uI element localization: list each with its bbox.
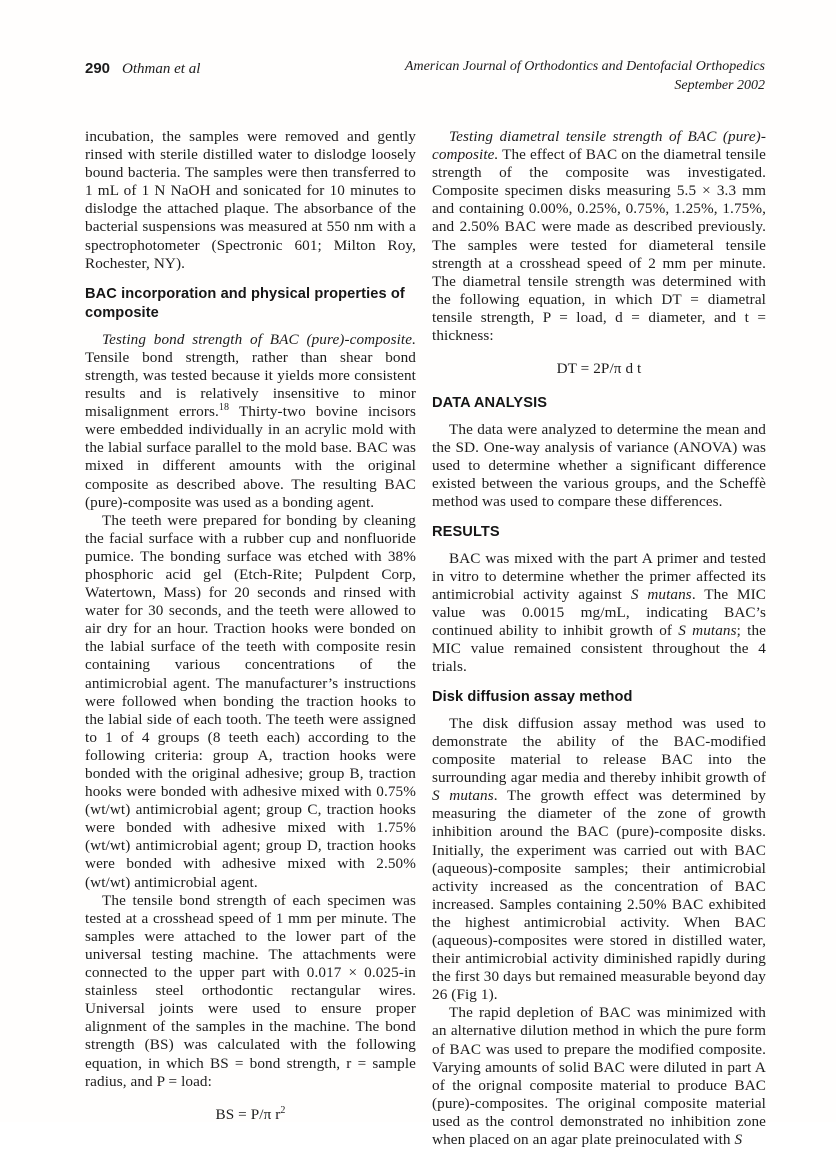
italic-run: S mutans	[630, 585, 692, 603]
paragraph	[432, 1004, 766, 1149]
paragraph	[432, 128, 766, 345]
journal-issue-date: September 2002	[674, 78, 765, 93]
text-run: Thirty-two bovine incisors were embedded individually in an acrylic mold with the labial surface parallel to the mold base. BAC was mixed in different amounts with the original composite as described above. The resulting BAC (pure)-composite was used as a bonding agent.	[85, 403, 416, 511]
section-heading: Disk diffusion assay method	[432, 689, 633, 706]
text-run: ; the MIC value remained consistent throughout the 4 trials.	[432, 622, 766, 676]
running-head-right	[405, 57, 765, 95]
paragraph	[85, 892, 416, 1091]
equation	[85, 1106, 416, 1124]
italic-run: S mutans	[678, 622, 737, 640]
running-head-left	[85, 60, 200, 78]
section-heading: RESULTS	[432, 524, 500, 541]
text-run: The effect of BAC on the diametral tensile strength of the composite was investigated. Composite specimen disks measuring 5.5 × 3.3 mm and containing 0.00%, 0.25%, 0.75%, 1.25%, 1.75%, and 2.50% BAC were made as described previously. The samples were tested for diameteral tensile strength at a crosshead speed of 2 mm per minute. The diametral tensile strength was determined with the following equation, in which DT = diametral tensile strength, P = load, d = diameter, and t = thickness:	[432, 146, 766, 345]
text-run: The disk diffusion assay method was used to demonstrate the ability of the BAC-modified composite material to release BAC into the surrounding agar media and thereby inhibit growth of	[432, 714, 766, 787]
left-column	[85, 128, 416, 1140]
paragraph	[85, 512, 416, 892]
text-run: The data were analyzed to determine the mean and the SD. One-way analysis of variance (ANOVA) was used to determine whether a significant difference existed between the various groups, and the Scheffè method was used to compare these differences.	[432, 420, 766, 511]
text-run: Tensile bond strength, rather than shear bond strength, was tested because it yields more consistent results and is relatively insensitive to minor misalignment errors.	[85, 348, 416, 421]
text-run: BAC was mixed with the part A primer and tested in vitro to determine whether the primer affected its antimicrobial activity against	[432, 549, 766, 603]
paragraph	[432, 550, 766, 677]
text-run: The teeth were prepared for bonding by cleaning the facial surface with a rubber cup and nonfluoride pumice. The bonding surface was etched with 38% phosphoric acid gel (Etch-Rite; Pulpdent Corp, Watertown, Mass) for 20 seconds and rinsed with water for 30 seconds, and the teeth were allowed to air dry for an hour. Traction hooks were bonded on the labial surface of the teeth with composite resin containing various concentrations of the antimicrobial agent. The manufacturer’s instructions were followed when bonding the traction hooks to the labial side of each tooth. The teeth were assigned to 1 of 4 groups (8 teeth each) according to the following criteria: group A, traction hooks were bonded with the original adhesive; group B, traction hooks were bonded with adhesive mixed with 0.75% (wt/wt) antimicrobial agent; group C, traction hooks were bonded with adhesive mixed with 1.75% (wt/wt) antimicrobial agent; group D, traction hooks were bonded with adhesive mixed with 2.50% (wt/wt) antimicrobial agent.	[85, 511, 416, 891]
text-run: . The growth effect was determined by measuring the diameter of the zone of growth inhibition around the BAC (pure)-composite disks. Initially, the experiment was carried out with BAC (aqueous)-composite samples; their antimicrobial activity increased as the concentration of BAC increased. Samples containing 2.50% BAC exhibited the highest antimicrobial activity. When BAC (aqueous)-composites were stored in distilled water, their antimicrobial activity diminished rapidly during the first 30 days but remained measurable beyond day 26 (Fig 1).	[432, 787, 767, 1004]
page-number: 290	[85, 60, 111, 77]
italic-run: S mutans	[432, 787, 494, 805]
running-authors: Othman et al	[122, 61, 201, 77]
text-run: The tensile bond strength of each specimen was tested at a crosshead speed of 1 mm per minute. The samples were attached to the lower part of the universal testing machine. The attachments were connected to the upper part with 0.017 × 0.025-in stainless steel orthodontic rectangular wires. Universal joints were used to ensure proper alignment of the samples in the machine. The bond strength (BS) was calculated with the following equation, in which BS = bond strength, r = sample radius, and P = load:	[85, 891, 416, 1090]
paragraph	[432, 715, 766, 1005]
right-column	[432, 128, 766, 1149]
section-heading: DATA ANALYSIS	[432, 395, 548, 412]
paragraph	[432, 421, 766, 511]
journal-title: American Journal of Orthodontics and Dentofacial Orthopedics	[404, 59, 765, 74]
italic-run: S	[734, 1131, 743, 1148]
superscript: 2	[280, 1104, 286, 1116]
italic-run: Testing bond strength of BAC (pure)-composite.	[102, 330, 416, 348]
paragraph	[85, 128, 416, 273]
section-heading: BAC incorporation and physical properties of composite	[85, 285, 405, 322]
equation	[432, 360, 766, 378]
italic-run: Testing diametral tensile strength of BAC (pure)-composite.	[432, 128, 766, 164]
text-run: DT = 2P/π d t	[556, 360, 642, 378]
superscript: 18	[218, 402, 230, 414]
text-run: incubation, the samples were removed and gently rinsed with sterile distilled water to dislodge loosely bound bacteria. The samples were then transferred to 1 mL of 1 N NaOH and sonicated for 10 minutes to dislodge the attached plaque. The absorbance of the bacterial suspensions was measured at 550 nm with a spectrophotometer (Spectronic 601; Milton Roy, Rochester, NY).	[85, 128, 416, 272]
text-run: . The MIC value was 0.0015 mg/mL, indicating BAC’s continued ability to inhibit growth of	[432, 585, 766, 640]
text-run: The rapid depletion of BAC was minimized with an alternative dilution method in which the pure form of BAC was used to prepare the modified composite. Varying amounts of solid BAC were diluted in part A of the orignal composite material to produce BAC (pure)-composites. The original composite material used as the control demonstrated no inhibition zone when placed on an agar plate preinoculated with	[432, 1004, 766, 1148]
text-run: BS = P/π r	[215, 1105, 281, 1123]
paragraph	[85, 331, 416, 512]
